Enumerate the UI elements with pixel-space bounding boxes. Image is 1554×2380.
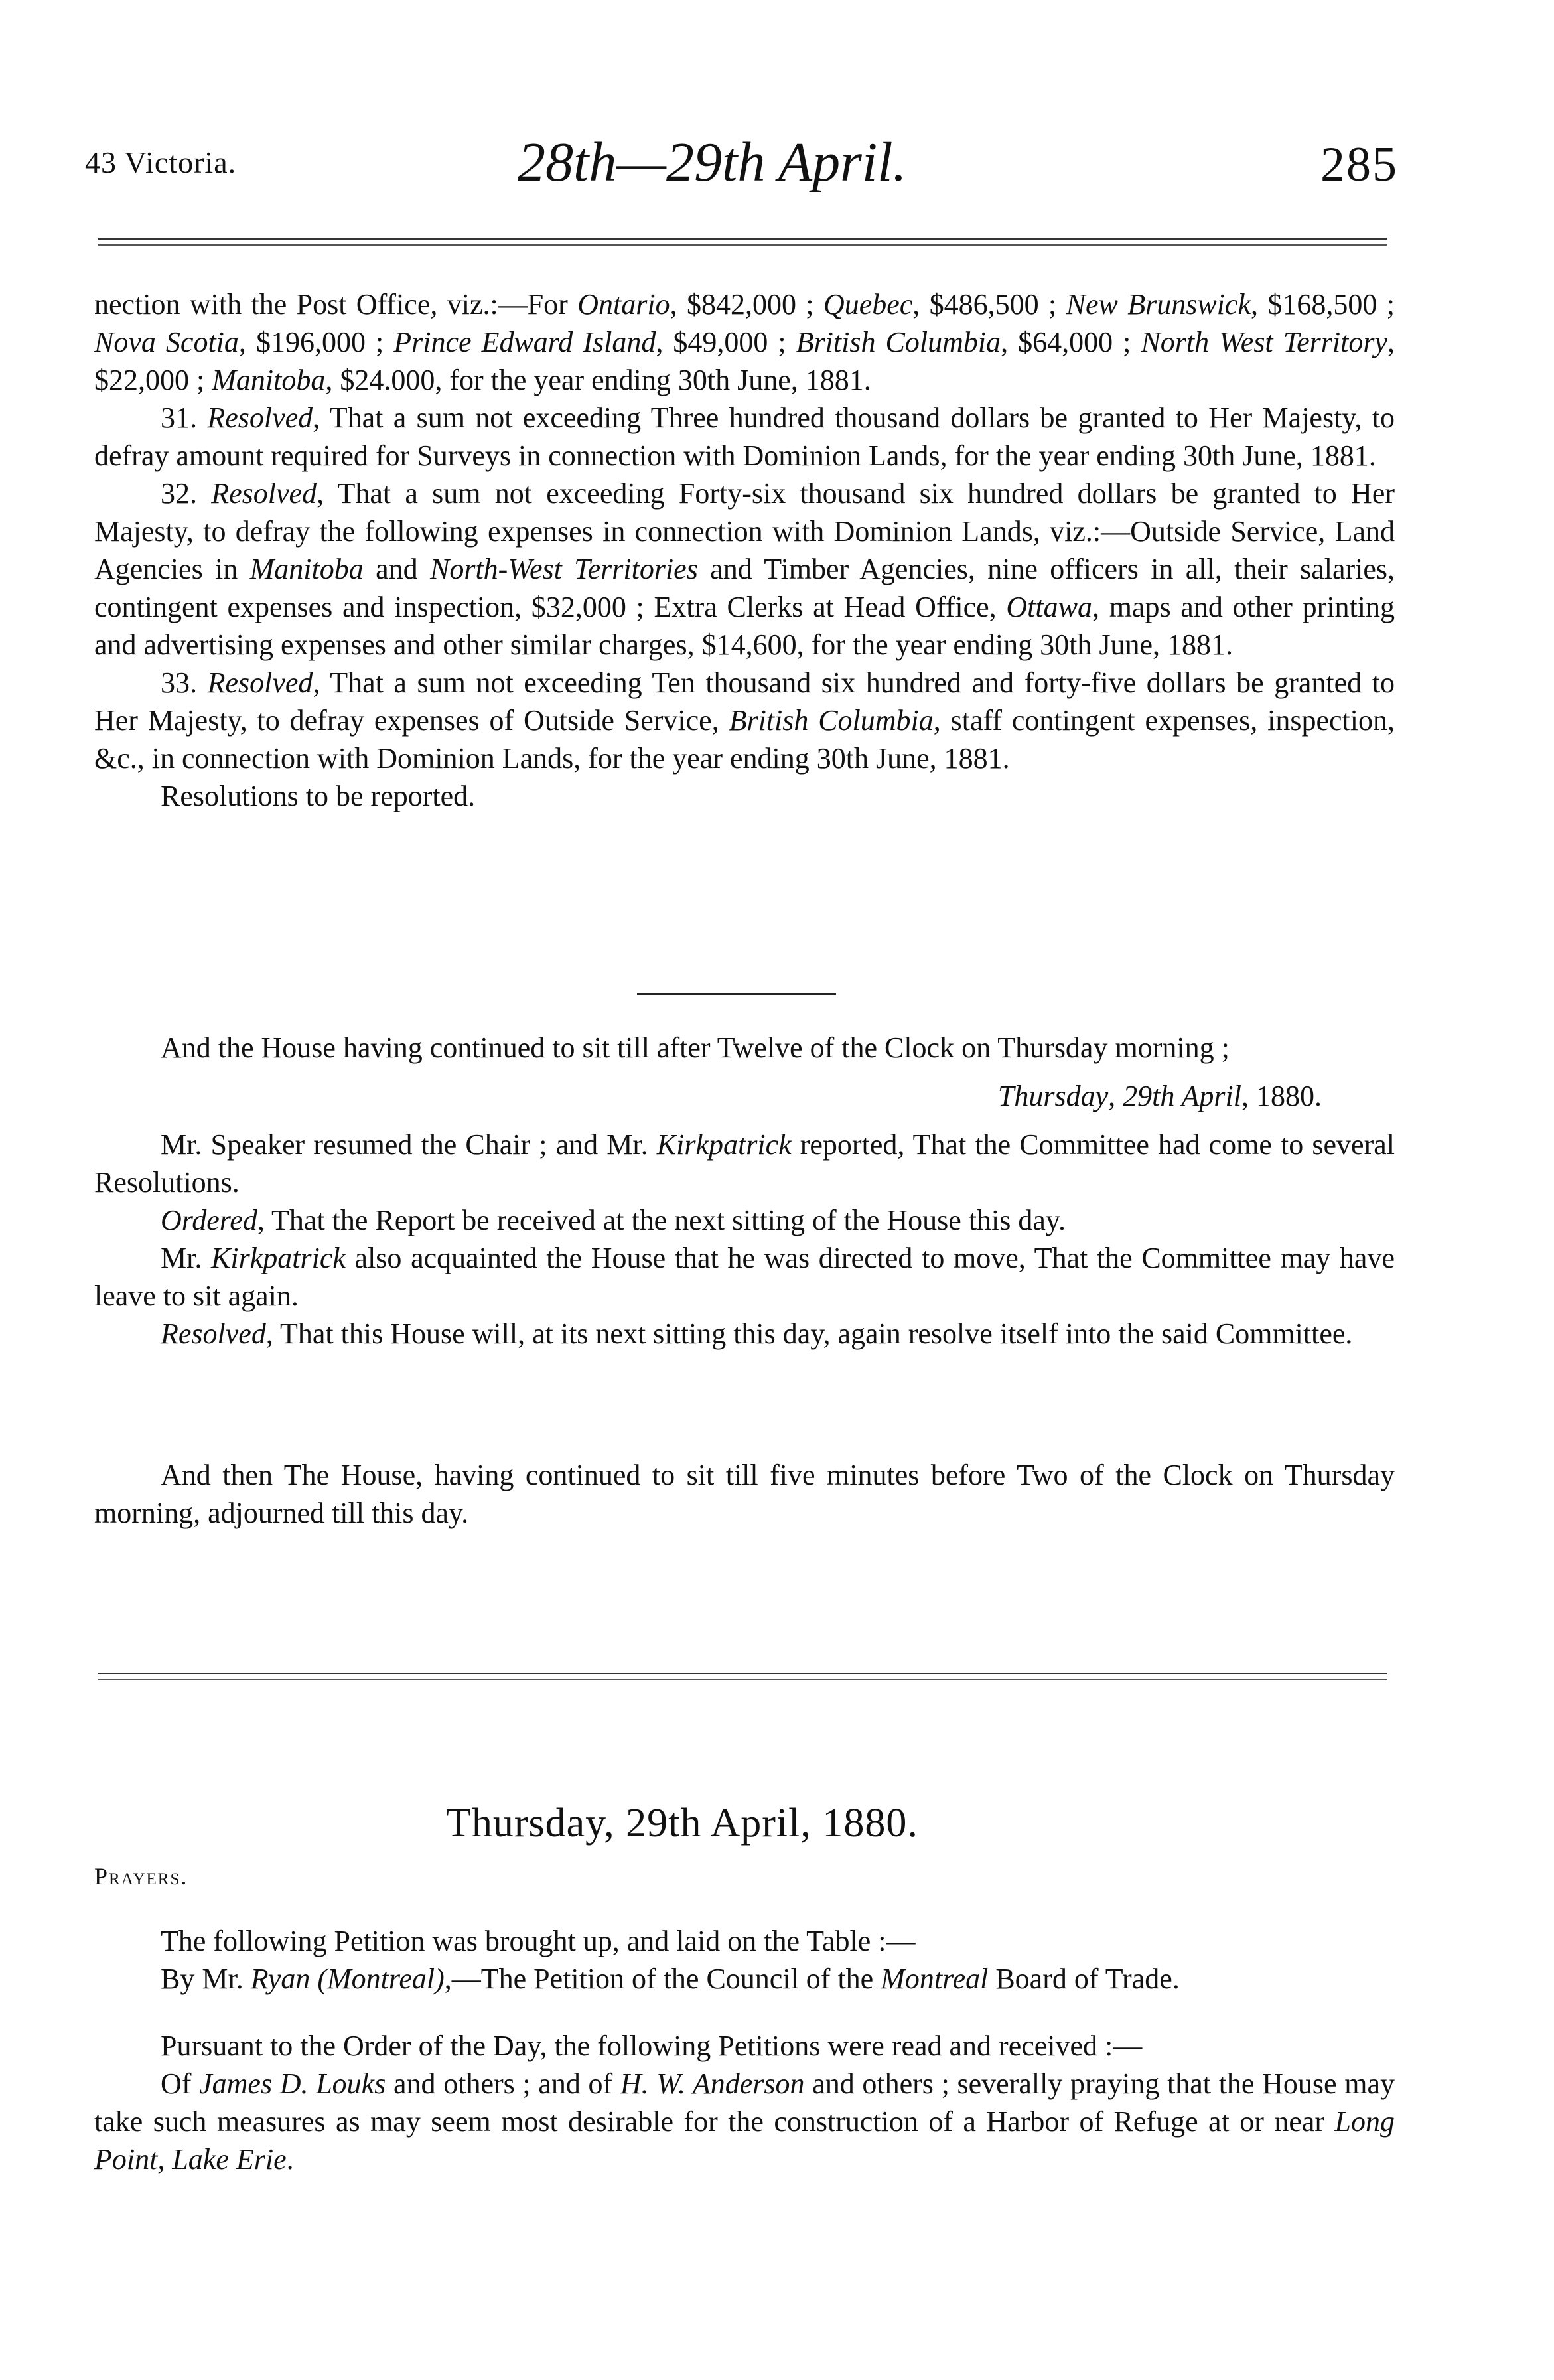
text-run: , That a sum not exceeding Forty-six thousand six hundred dollars be granted to Her Majesty, to defray the following expenses in connection with Dominion Lands, viz.:—Outside Service, Land Agencies in bbox=[94, 477, 1395, 585]
text-run: , That a sum not exceeding Ten thousand six hundred and forty-five dollars be granted to Her Majesty, to defray expenses of Outside Service, bbox=[94, 666, 1395, 737]
text-run: , $22,000 ; bbox=[94, 326, 1395, 396]
paragraph-ordered bbox=[94, 1201, 1395, 1239]
italic-run: H. W. Anderson bbox=[620, 2067, 805, 2100]
text-run: , $842,000 ; bbox=[670, 288, 823, 321]
paragraph-kirkpatrick bbox=[94, 1239, 1395, 1315]
paragraph-resolution-32 bbox=[94, 475, 1395, 664]
text-run: , That this House will, at its next sitting this day, again resolve itself into the said Committee. bbox=[265, 1317, 1353, 1350]
italic-run: North West Territory bbox=[1141, 326, 1388, 358]
text-run: 32. bbox=[161, 477, 212, 510]
text-run: , That a sum not exceeding Three hundred thousand dollars be granted to Her Majesty, to defray amount required for Surveys in connection with Dominion Lands, for the year ending 30th June, 1881. bbox=[94, 402, 1395, 472]
italic-run: British Columbia bbox=[796, 326, 1001, 358]
text-run: Mr. Speaker resumed the Chair ; and Mr. bbox=[161, 1128, 657, 1161]
prayers-marginal-note: Prayers. bbox=[94, 1863, 188, 1890]
text-run: Pursuant to the Order of the Day, the following Petitions were read and received :— bbox=[161, 2030, 1143, 2062]
text-run: The following Petition was brought up, and laid on the Table :— bbox=[161, 1925, 916, 1957]
header-rule-secondary bbox=[98, 244, 1387, 246]
paragraph-adjourned bbox=[94, 1456, 1395, 1532]
running-header-volume: 43 Victoria. bbox=[85, 145, 237, 179]
day-heading: Thursday, 29th April, 1880. bbox=[446, 1801, 918, 1846]
text-run: and Timber Agencies, nine officers in all, their salaries, contingent expenses and inspection, $32,000 ; Extra Clerks at Head Office, bbox=[94, 553, 1395, 623]
paragraph-house-continued bbox=[94, 1029, 1395, 1067]
text-run: , $24.000, for the year ending 30th June, 1881. bbox=[325, 364, 871, 396]
paragraph-harbor-petition bbox=[94, 2065, 1395, 2178]
italic-run: Long Point, Lake Erie bbox=[94, 2105, 1395, 2176]
text-run: , $196,000 ; bbox=[238, 326, 394, 358]
italic-run: Prince Edward Island bbox=[393, 326, 656, 358]
day-separator-rule bbox=[98, 1673, 1387, 1674]
sitting-block bbox=[94, 1029, 1395, 1353]
paragraph-petitions-received bbox=[94, 2027, 1395, 2065]
italic-run: Thursday bbox=[997, 1080, 1109, 1112]
adjournment-block bbox=[94, 1456, 1395, 1532]
text-run: nection with the Post Office, viz.:—For bbox=[94, 288, 578, 321]
text-run: , $64,000 ; bbox=[1001, 326, 1141, 358]
italic-run: Manitoba bbox=[249, 553, 364, 585]
text-run: Board of Trade. bbox=[988, 1963, 1180, 1995]
text-run: And then The House, having continued to sit till five minutes before Two of the Clock on Thursday morning, adjourned till this day. bbox=[94, 1459, 1395, 1529]
paragraph-resolution-33 bbox=[94, 664, 1395, 777]
text-run: 31. bbox=[161, 402, 208, 434]
resolutions-block bbox=[94, 285, 1395, 815]
page-number: 285 bbox=[1320, 137, 1398, 192]
italic-run: Ordered bbox=[161, 1204, 257, 1236]
italic-run: Kirkpatrick bbox=[656, 1128, 792, 1161]
text-run: , $168,500 ; bbox=[1251, 288, 1395, 321]
text-run: and bbox=[363, 553, 430, 585]
text-run: reported, That the Committee had come to several Resolutions. bbox=[94, 1128, 1395, 1199]
text-run: Mr. bbox=[161, 1242, 212, 1274]
text-run: , 1880. bbox=[1241, 1080, 1322, 1112]
text-run: ,—The Petition of the Council of the bbox=[444, 1963, 881, 1995]
paragraph-post-office bbox=[94, 285, 1395, 399]
italic-run: Resolved bbox=[161, 1317, 266, 1350]
italic-run: 29th April bbox=[1123, 1080, 1241, 1112]
section-divider bbox=[637, 993, 836, 995]
text-run: Resolutions to be reported. bbox=[161, 780, 476, 812]
petitions-block bbox=[94, 1922, 1395, 2178]
text-run: . bbox=[286, 2143, 294, 2176]
paragraph-resolutions-reported bbox=[94, 777, 1395, 815]
sitting-date bbox=[94, 1077, 1395, 1115]
text-run: , staff contingent expenses, inspection, &c., in connection with Dominion Lands, for the year ending 30th June, 1881. bbox=[94, 704, 1395, 775]
italic-run: Ontario bbox=[577, 288, 670, 321]
italic-run: Resolved bbox=[207, 666, 313, 699]
text-run: And the House having continued to sit till after Twelve of the Clock on Thursday morning ; bbox=[161, 1031, 1230, 1064]
paragraph-resolution-31 bbox=[94, 399, 1395, 475]
paragraph-petition-brought-up bbox=[94, 1922, 1395, 1960]
text-run: , bbox=[1108, 1080, 1123, 1112]
italic-run: Ottawa bbox=[1006, 591, 1092, 623]
text-run: 33. bbox=[161, 666, 208, 699]
text-run: also acquainted the House that he was directed to move, That the Committee may have leave to sit again. bbox=[94, 1242, 1395, 1312]
paragraph-resolved bbox=[94, 1315, 1395, 1353]
italic-run: Quebec bbox=[823, 288, 913, 321]
italic-run: Manitoba bbox=[212, 364, 326, 396]
text-run: and others ; and of bbox=[386, 2067, 620, 2100]
text-run: , $49,000 ; bbox=[656, 326, 796, 358]
italic-run: Resolved bbox=[211, 477, 317, 510]
italic-run: Ryan (Montreal) bbox=[250, 1963, 445, 1995]
text-run: Of bbox=[161, 2067, 200, 2100]
italic-run: British Columbia bbox=[729, 704, 934, 737]
italic-run: New Brunswick bbox=[1066, 288, 1251, 321]
italic-run: Resolved bbox=[207, 402, 313, 434]
day-separator-rule-secondary bbox=[98, 1679, 1387, 1680]
paragraph-ryan-petition bbox=[94, 1960, 1395, 1998]
italic-run: Kirkpatrick bbox=[211, 1242, 346, 1274]
italic-run: North-West Territories bbox=[429, 553, 698, 585]
paragraph-speaker-resumed bbox=[94, 1126, 1395, 1201]
italic-run: Montreal bbox=[881, 1963, 989, 1995]
text-run: , maps and other printing and advertising expenses and other similar charges, $14,600, for the year ending 30th June, 1881. bbox=[94, 591, 1395, 661]
text-run: , That the Report be received at the next sitting of the House this day. bbox=[257, 1204, 1066, 1236]
text-run: By Mr. bbox=[161, 1963, 251, 1995]
running-header-dates: 28th—29th April. bbox=[518, 131, 907, 193]
italic-run: James D. Louks bbox=[199, 2067, 386, 2100]
text-run: and others ; severally praying that the House may take such measures as may seem most desirable for the construction of a Harbor of Refuge at or near bbox=[94, 2067, 1395, 2138]
text-run: , $486,500 ; bbox=[912, 288, 1066, 321]
italic-run: Nova Scotia bbox=[94, 326, 239, 358]
header-rule bbox=[98, 238, 1387, 240]
